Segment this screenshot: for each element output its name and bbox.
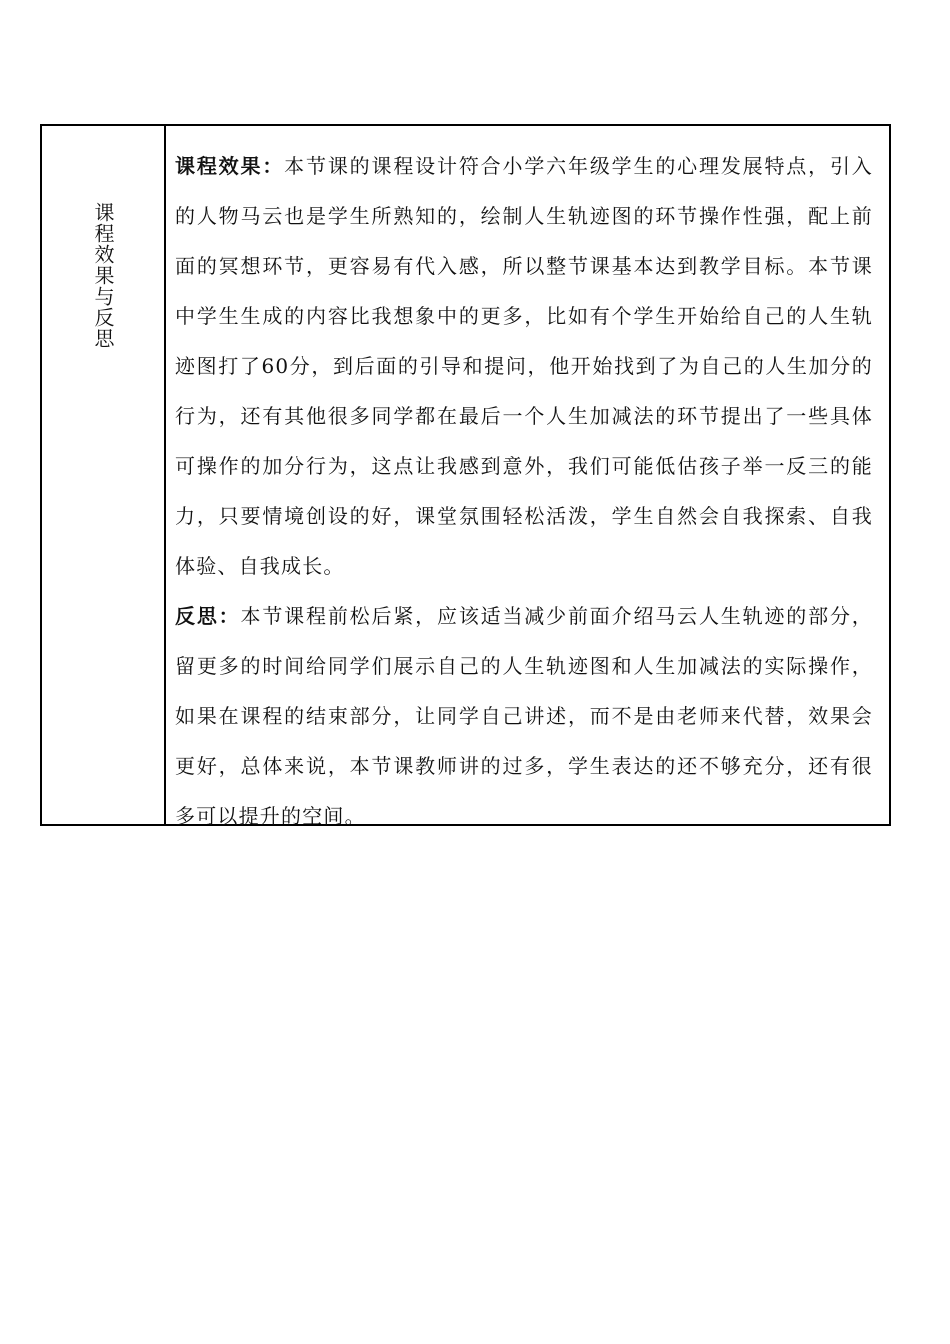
reflection-body: 本节课程前松后紧，应该适当减少前面介绍马云人生轨迹的部分，留更多的时间给同学们展示自己的人生轨迹图和人生加减法的实际操作，如果在课程的结束部分，让同学自己讲述，而不是由老师来代替，效果会更好，总体来说，本节课教师讲的过多，学生表达的还不够充分，还有很多可以提升的空间。 [175, 604, 873, 828]
effect-body: 本节课的课程设计符合小学六年级学生的心理发展特点，引入的人物马云也是学生所熟知的，绘制人生轨迹图的环节操作性强，配上前面的冥想环节，更容易有代入感，所以整节课基本达到教学目标。本节课中学生生成的内容比我想象中的更多，比如有个学生开始给自己的人生轨迹图打了60分，到后面的引导和提问，他开始找到了为自己的人生加分的行为，还有其他很多同学都在最后一个人生加减法的环节提出了一些具体可操作的加分行为，这点让我感到意外，我们可能低估孩子举一反三的能力，只要情境创设的好，课堂氛围轻松活泼，学生自然会自我探索、自我体验、自我成长。 [175, 154, 874, 578]
row-label-cell [42, 126, 166, 824]
reflection-heading: 反思： [175, 604, 241, 628]
effect-heading: 课程效果： [175, 154, 285, 178]
effect-paragraph [175, 141, 873, 591]
row-label: 课程效果与反思 [91, 202, 115, 349]
row-content-cell [166, 126, 889, 828]
reflection-paragraph [175, 591, 873, 841]
reflection-table [40, 124, 891, 826]
